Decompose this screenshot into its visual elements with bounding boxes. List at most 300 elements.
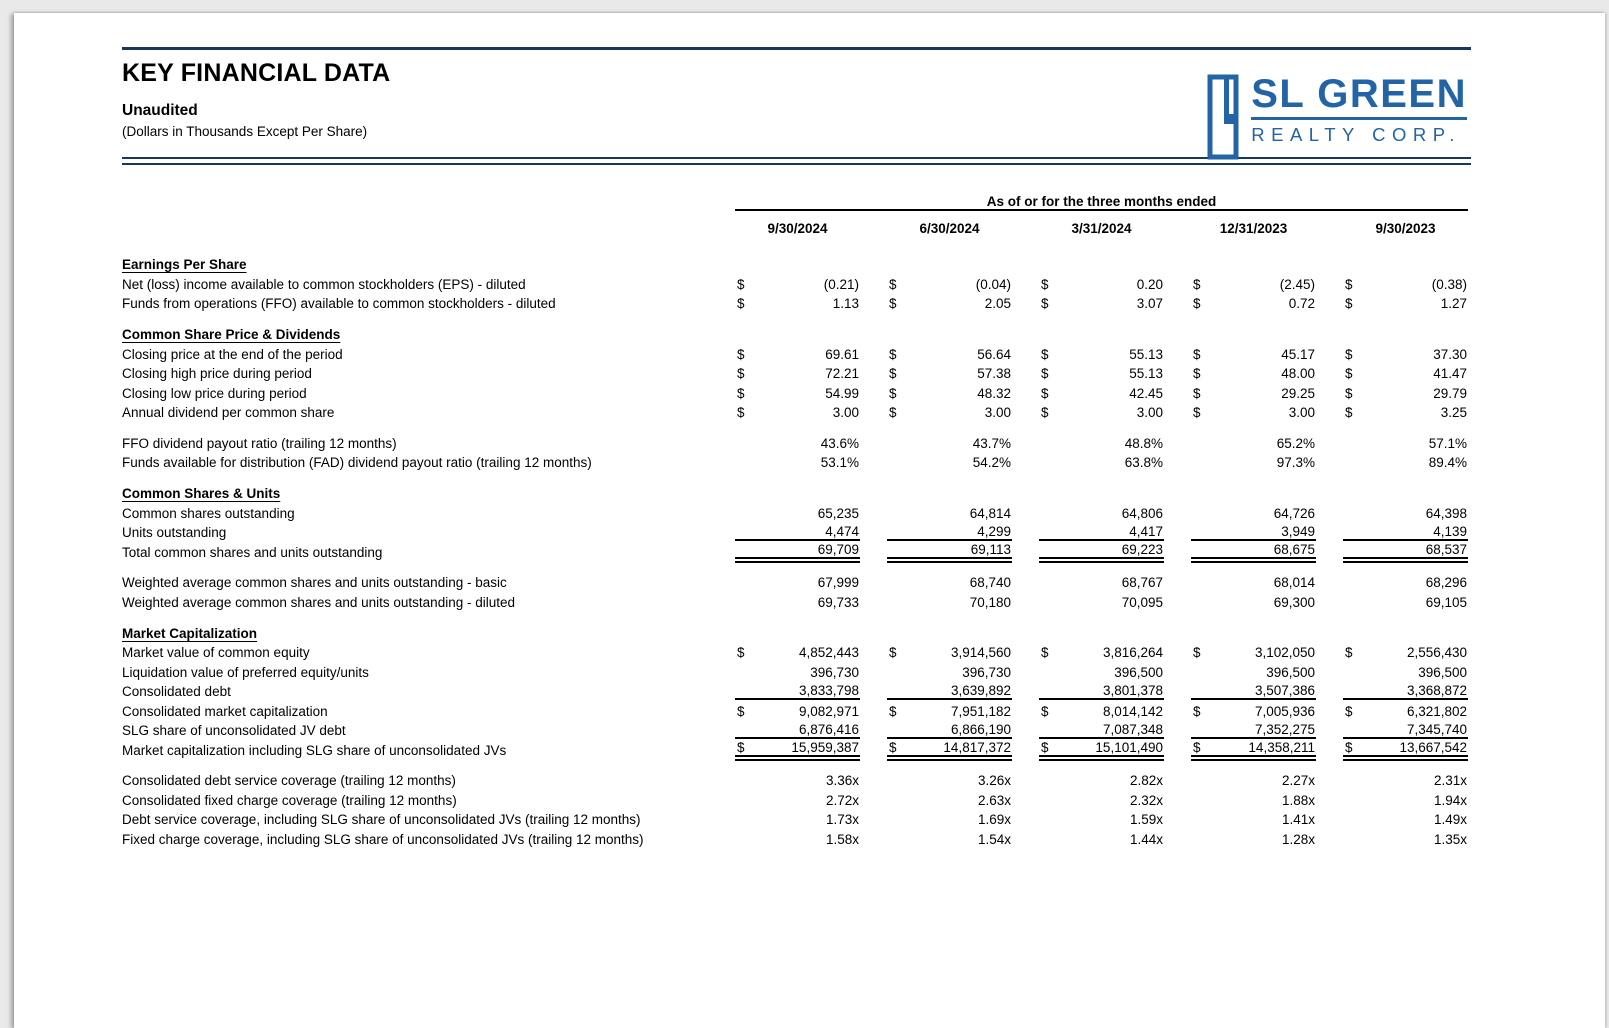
table-row [122, 571, 1468, 591]
cell-value: 2.05 [984, 296, 1011, 311]
cell-value: 68,014 [1273, 575, 1315, 590]
cell-value: 396,500 [1266, 664, 1315, 680]
column-gap [1012, 362, 1039, 382]
column-header: 9/30/2024 [767, 221, 828, 236]
column-gap [1012, 292, 1039, 312]
money-cell [887, 699, 1012, 719]
money-cell [1191, 699, 1316, 719]
money-cell [735, 660, 860, 680]
cell-value: 69,223 [1121, 541, 1163, 557]
money-cell [1191, 571, 1316, 591]
cell-value: 7,005,936 [1254, 703, 1315, 719]
column-gap [1164, 641, 1191, 661]
money-cell-content [735, 277, 860, 292]
cell-value: 3,914,560 [950, 645, 1011, 660]
currency-symbol: $ [737, 739, 745, 755]
column-gap [1012, 738, 1039, 758]
cell-value: 54.99 [825, 385, 859, 401]
money-cell-content [1343, 405, 1468, 420]
money-cell [1343, 827, 1468, 847]
money-cell [887, 431, 1012, 451]
cell-value: (0.21) [823, 276, 859, 292]
money-cell-content [887, 296, 1012, 311]
currency-symbol: $ [1345, 276, 1353, 292]
currency-symbol: $ [1041, 645, 1049, 660]
money-cell-content [735, 542, 860, 557]
column-gap [1012, 769, 1039, 789]
column-gap [1164, 272, 1191, 292]
currency-symbol: $ [1041, 276, 1049, 292]
currency-symbol: $ [737, 645, 745, 660]
money-cell-content [1343, 683, 1468, 698]
page-subtitle: Unaudited [122, 102, 198, 119]
money-cell [1191, 431, 1316, 451]
financial-table [122, 189, 1468, 847]
money-cell-content [1191, 773, 1316, 788]
money-cell [887, 590, 1012, 610]
currency-symbol: $ [1193, 346, 1201, 362]
money-cell-content [1191, 575, 1316, 590]
column-gap [860, 699, 887, 719]
span-header-row [122, 189, 1468, 210]
column-gap [1164, 680, 1191, 700]
cell-value: 1.94x [1433, 792, 1468, 808]
cell-value: 3.00 [984, 405, 1011, 420]
money-cell-content [887, 436, 1012, 451]
cell-value: 14,817,372 [943, 739, 1011, 755]
money-cell [735, 680, 860, 700]
column-gap [860, 719, 887, 739]
table-row [122, 788, 1468, 808]
currency-symbol: $ [1041, 739, 1049, 755]
column-gap [1012, 210, 1039, 236]
money-cell-content [1039, 455, 1164, 470]
column-gap [1164, 501, 1191, 521]
section-heading-row [122, 481, 1468, 501]
column-gap [860, 342, 887, 362]
column-header: 9/30/2023 [1375, 221, 1436, 236]
row-label: Total common shares and units outstanding [122, 544, 383, 560]
money-cell [735, 738, 860, 758]
currency-symbol: $ [1345, 703, 1353, 719]
money-cell-content [1039, 595, 1164, 610]
money-cell [1343, 381, 1468, 401]
slgreen-logo-text [1251, 74, 1467, 146]
column-gap [1164, 699, 1191, 719]
money-cell-content [1191, 740, 1316, 755]
money-cell-content [1343, 645, 1468, 660]
column-gap [1012, 808, 1039, 828]
column-gap [860, 381, 887, 401]
cell-value: 3.00 [832, 405, 859, 420]
cell-value: 64,806 [1121, 505, 1163, 521]
section-spacer [122, 420, 1468, 431]
column-gap [1316, 521, 1343, 541]
money-cell [1343, 540, 1468, 560]
column-gap [1316, 571, 1343, 591]
table-row [122, 641, 1468, 661]
table-row [122, 521, 1468, 541]
money-cell-content [735, 722, 860, 737]
money-cell [1191, 501, 1316, 521]
money-cell [735, 501, 860, 521]
cell-value: 6,876,416 [798, 722, 859, 737]
money-cell-content [887, 740, 1012, 755]
column-gap [1012, 641, 1039, 661]
currency-symbol: $ [1041, 703, 1049, 719]
cell-value: 1.88x [1281, 792, 1315, 808]
money-cell [1191, 590, 1316, 610]
money-cell [1039, 501, 1164, 521]
column-gap [1012, 540, 1039, 560]
money-cell-content [1343, 773, 1468, 788]
column-gap [860, 660, 887, 680]
cell-value: 3.26x [977, 773, 1011, 788]
money-cell-content [1039, 277, 1164, 292]
currency-symbol: $ [737, 276, 745, 292]
currency-symbol: $ [889, 739, 897, 755]
money-cell-content [1039, 575, 1164, 590]
money-cell [887, 769, 1012, 789]
section-heading-row [122, 252, 1468, 272]
money-cell [1039, 342, 1164, 362]
money-cell [1191, 827, 1316, 847]
column-gap [1012, 401, 1039, 421]
money-cell-content [887, 347, 1012, 362]
currency-symbol: $ [1193, 385, 1201, 401]
column-gap [1012, 788, 1039, 808]
money-cell-content [1039, 436, 1164, 451]
money-cell [887, 719, 1012, 739]
row-label: FFO dividend payout ratio (trailing 12 months) [122, 435, 397, 451]
money-cell-content [735, 575, 860, 590]
money-cell-content [1343, 277, 1468, 292]
row-label: Weighted average common shares and units outstanding - diluted [122, 594, 515, 610]
money-cell [1343, 342, 1468, 362]
money-cell [1039, 362, 1164, 382]
cell-value: 89.4% [1428, 455, 1468, 470]
column-gap [860, 210, 887, 236]
column-gap [1012, 590, 1039, 610]
money-cell [735, 292, 860, 312]
row-label: Weighted average common shares and units outstanding - basic [122, 575, 507, 590]
currency-symbol: $ [1193, 405, 1201, 420]
section-heading-row [122, 322, 1468, 342]
money-cell-content [1191, 455, 1316, 470]
money-cell-content [735, 793, 860, 808]
cell-value: 69,300 [1273, 594, 1315, 610]
cell-value: 1.13 [832, 296, 859, 311]
money-cell [1191, 808, 1316, 828]
currency-symbol: $ [1345, 296, 1353, 311]
money-cell [1191, 342, 1316, 362]
money-cell-content [1191, 812, 1316, 827]
money-cell-content [1191, 386, 1316, 401]
currency-symbol: $ [1193, 296, 1201, 311]
money-cell [887, 540, 1012, 560]
column-gap [860, 451, 887, 471]
money-cell-content [735, 812, 860, 827]
table-row [122, 342, 1468, 362]
money-cell [887, 401, 1012, 421]
money-cell-content [1039, 704, 1164, 719]
column-gap [1164, 451, 1191, 471]
money-cell-content [1191, 704, 1316, 719]
money-cell [1191, 401, 1316, 421]
cell-value: 57.1% [1428, 435, 1468, 451]
cell-value: 64,398 [1425, 505, 1468, 521]
cell-value: 14,358,211 [1248, 739, 1315, 755]
money-cell-content [735, 704, 860, 719]
money-cell [735, 808, 860, 828]
cell-value: 396,500 [1418, 664, 1468, 680]
money-cell-content [1343, 812, 1468, 827]
money-cell-content [1191, 277, 1316, 292]
row-label: SLG share of unconsolidated JV debt [122, 723, 346, 738]
table-row [122, 362, 1468, 382]
cell-value: 3.00 [1136, 405, 1163, 420]
column-gap [1164, 590, 1191, 610]
money-cell-content [1191, 595, 1316, 610]
currency-symbol: $ [1041, 385, 1049, 401]
currency-symbol: $ [1041, 366, 1049, 381]
column-gap [1316, 401, 1343, 421]
money-cell [1343, 699, 1468, 719]
money-cell-content [1039, 386, 1164, 401]
money-cell-content [1343, 793, 1468, 808]
money-cell-content [1039, 645, 1164, 660]
currency-symbol: $ [889, 405, 897, 420]
money-cell [1343, 362, 1468, 382]
logo-underline [1251, 117, 1467, 120]
money-cell-content [1343, 386, 1468, 401]
money-cell-content [1191, 436, 1316, 451]
money-cell [1343, 590, 1468, 610]
column-gap [1316, 660, 1343, 680]
column-gap [1316, 362, 1343, 382]
money-cell-content [1343, 542, 1468, 557]
section-heading: Common Shares & Units [122, 486, 281, 501]
section-spacer [122, 236, 1468, 252]
row-label: Net (loss) income available to common stockholders (EPS) - diluted [122, 276, 526, 292]
currency-symbol: $ [1345, 346, 1353, 362]
money-cell-content [735, 832, 860, 847]
cell-value: 45.17 [1281, 346, 1315, 362]
currency-symbol: $ [889, 703, 897, 719]
cell-value: 1.59x [1129, 812, 1163, 827]
currency-symbol: $ [1041, 296, 1049, 311]
money-cell [887, 808, 1012, 828]
money-cell [1343, 571, 1468, 591]
money-cell-content [887, 366, 1012, 381]
column-gap [1164, 808, 1191, 828]
column-gap [860, 362, 887, 382]
cell-value: 68,296 [1425, 575, 1468, 590]
money-cell-content [887, 704, 1012, 719]
money-cell-content [887, 524, 1012, 539]
cell-value: 55.13 [1129, 366, 1163, 381]
money-cell [1191, 272, 1316, 292]
currency-symbol: $ [889, 296, 897, 311]
money-cell [1039, 431, 1164, 451]
money-cell [1191, 680, 1316, 700]
money-cell-content [1343, 722, 1468, 737]
cell-value: 4,299 [977, 524, 1011, 539]
section-heading-row [122, 621, 1468, 641]
cell-value: 3.36x [825, 773, 859, 788]
money-cell [1039, 738, 1164, 758]
table-row [122, 431, 1468, 451]
cell-value: 7,345,740 [1406, 722, 1468, 737]
money-cell-content [1039, 506, 1164, 521]
cell-value: 7,352,275 [1254, 722, 1315, 737]
money-cell [887, 641, 1012, 661]
money-cell-content [735, 366, 860, 381]
money-cell-content [887, 595, 1012, 610]
money-cell [1039, 292, 1164, 312]
column-gap [1316, 680, 1343, 700]
money-cell-content [887, 722, 1012, 737]
money-cell [735, 272, 860, 292]
money-cell-content [1191, 296, 1316, 311]
column-gap [1316, 210, 1343, 236]
column-gap [1316, 590, 1343, 610]
money-cell-content [735, 436, 860, 451]
money-cell-content [1343, 436, 1468, 451]
column-gap [860, 401, 887, 421]
money-cell-content [1191, 542, 1316, 557]
table-row [122, 381, 1468, 401]
money-cell [1343, 788, 1468, 808]
cell-value: 3,368,872 [1406, 683, 1468, 698]
money-cell-content [1039, 405, 1164, 420]
money-cell-content [1343, 704, 1468, 719]
column-gap [1164, 827, 1191, 847]
cell-value: 3,639,892 [950, 683, 1011, 698]
money-cell-content [735, 683, 860, 698]
row-label: Market capitalization including SLG share of unconsolidated JVs [122, 742, 507, 758]
cell-value: 37.30 [1433, 346, 1468, 362]
column-gap [1316, 501, 1343, 521]
money-cell-content [887, 506, 1012, 521]
money-cell-content [1039, 524, 1164, 539]
money-cell-content [887, 575, 1012, 590]
money-cell [887, 680, 1012, 700]
money-cell-content [735, 506, 860, 521]
row-label: Consolidated debt [122, 684, 231, 699]
money-cell-content [1039, 542, 1164, 557]
money-cell [887, 501, 1012, 521]
money-cell-content [887, 277, 1012, 292]
cell-value: 48.8% [1124, 435, 1163, 451]
column-gap [1164, 660, 1191, 680]
money-cell [735, 540, 860, 560]
money-cell [1039, 827, 1164, 847]
currency-symbol: $ [1193, 366, 1201, 381]
cell-value: 15,959,387 [791, 739, 859, 755]
cell-value: 1.44x [1129, 831, 1163, 847]
money-cell-content [1343, 347, 1468, 362]
column-gap [1012, 680, 1039, 700]
cell-value: 0.72 [1288, 296, 1315, 311]
money-cell [1343, 451, 1468, 471]
cell-value: 7,087,348 [1102, 722, 1163, 737]
section-spacer [122, 560, 1468, 571]
money-cell [1039, 641, 1164, 661]
column-header: 12/31/2023 [1219, 221, 1288, 236]
row-label: Closing price at the end of the period [122, 346, 343, 362]
cell-value: 2.72x [825, 792, 859, 808]
column-gap [1316, 808, 1343, 828]
cell-value: 29.25 [1281, 385, 1315, 401]
table-row [122, 738, 1468, 758]
column-header: 3/31/2024 [1071, 221, 1132, 236]
money-cell-content [1343, 455, 1468, 470]
money-cell [887, 571, 1012, 591]
cell-value: 57.38 [977, 366, 1011, 381]
money-cell-content [735, 455, 860, 470]
money-cell-content [735, 386, 860, 401]
money-cell [735, 719, 860, 739]
column-gap [1164, 362, 1191, 382]
money-cell-content [887, 793, 1012, 808]
cell-value: 15,101,490 [1095, 739, 1163, 755]
column-gap [860, 272, 887, 292]
currency-symbol: $ [1345, 385, 1353, 401]
row-label: Fixed charge coverage, including SLG share of unconsolidated JVs (trailing 12 months) [122, 831, 644, 847]
money-cell-content [887, 773, 1012, 788]
column-gap [1316, 431, 1343, 451]
column-gap [1164, 521, 1191, 541]
money-cell-content [1039, 812, 1164, 827]
money-cell [1191, 540, 1316, 560]
cell-value: 1.58x [825, 831, 859, 847]
money-cell-content [735, 740, 860, 755]
column-gap [1316, 381, 1343, 401]
money-cell [1039, 769, 1164, 789]
money-cell [735, 521, 860, 541]
column-header: 6/30/2024 [919, 221, 980, 236]
column-gap [860, 292, 887, 312]
money-cell [1039, 808, 1164, 828]
money-cell [1343, 680, 1468, 700]
row-label: Consolidated fixed charge coverage (trailing 12 months) [122, 792, 457, 808]
cell-value: 48.00 [1281, 366, 1315, 381]
cell-value: (2.45) [1279, 276, 1315, 292]
column-gap [860, 431, 887, 451]
page-title: KEY FINANCIAL DATA [122, 59, 391, 87]
cell-value: 97.3% [1276, 455, 1315, 470]
money-cell [1039, 680, 1164, 700]
cell-value: 2.63x [977, 792, 1011, 808]
money-cell-content [887, 542, 1012, 557]
cell-value: 43.6% [820, 435, 859, 451]
money-cell [1343, 431, 1468, 451]
column-gap [860, 641, 887, 661]
column-gap [1012, 451, 1039, 471]
money-cell [1343, 769, 1468, 789]
money-cell [735, 699, 860, 719]
money-cell-content [1039, 793, 1164, 808]
cell-value: 1.41x [1281, 812, 1315, 827]
money-cell [1191, 381, 1316, 401]
column-gap [1316, 292, 1343, 312]
column-gap [1316, 738, 1343, 758]
money-cell-content [1343, 575, 1468, 590]
currency-symbol: $ [1041, 405, 1049, 420]
currency-symbol: $ [737, 703, 745, 719]
money-cell-content [887, 386, 1012, 401]
